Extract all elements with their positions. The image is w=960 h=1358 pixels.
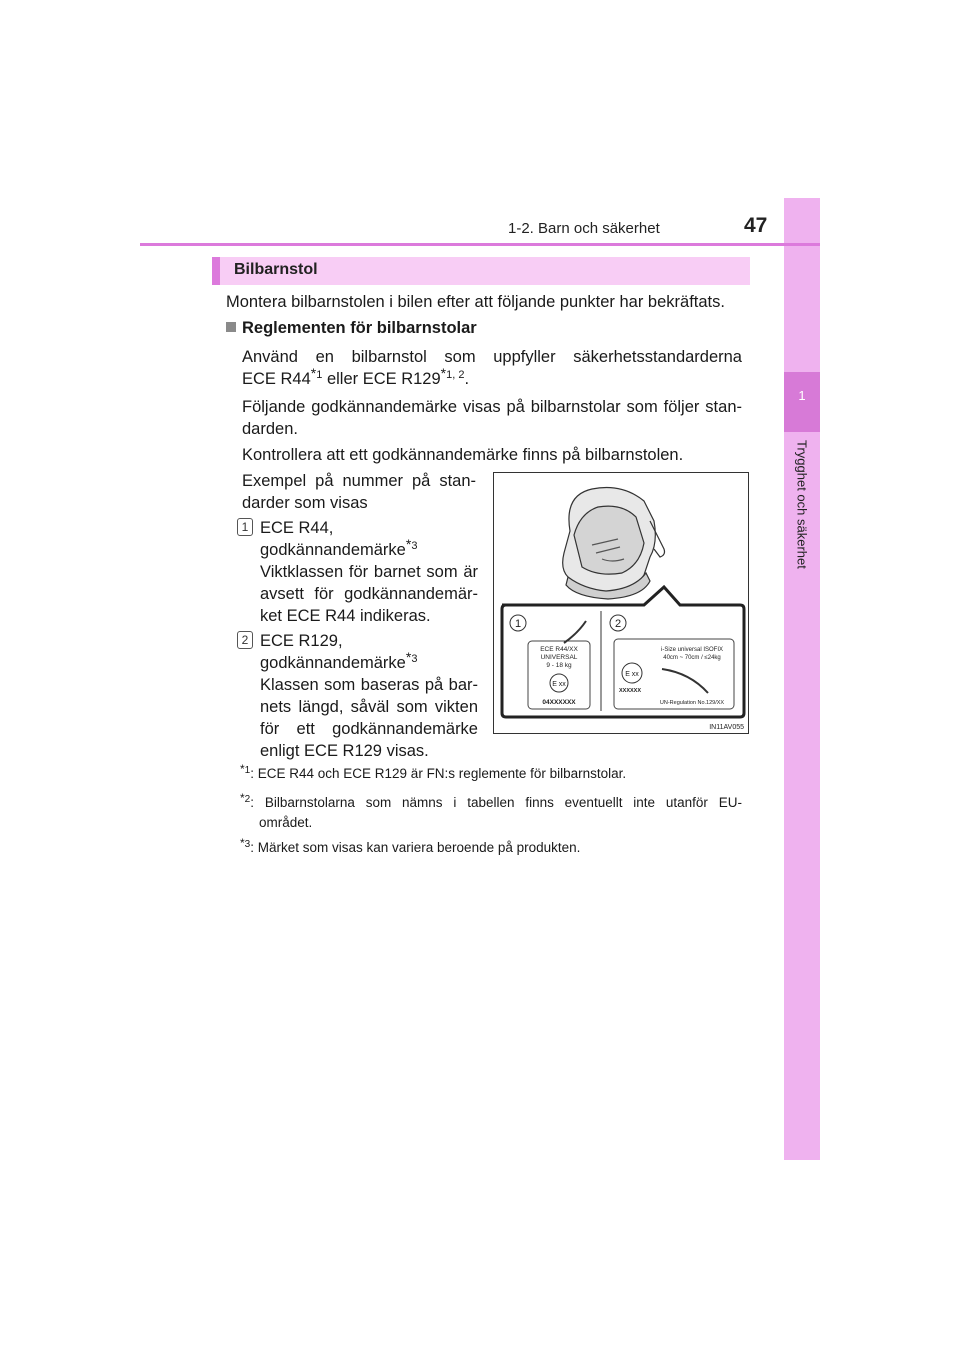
item-marker-2: 2 xyxy=(237,631,253,649)
item2-line-4: nets längd, såväl som vikten xyxy=(260,698,478,716)
footnote-2-line-1: $^{*2}$: Bilbarnstolarna som nämns i tabellen finns eventuellt inte utanför EU- xyxy=(240,791,742,810)
standards-line-1: Använd en bilbarnstol som uppfyller säkerhetsstandarderna xyxy=(242,348,742,366)
subheading-text: Reglementen för bilbarnstolar xyxy=(242,319,477,337)
callout-marker-1-text: 1 xyxy=(514,618,522,630)
item1-line-5: ket ECE R44 indikeras. xyxy=(260,607,431,625)
footnote-1: $^{*1}$: ECE R44 och ECE R129 är FN:s reglemente för bilbarnstolar. xyxy=(240,762,627,781)
item2-line-6: enligt ECE R129 visas. xyxy=(260,742,429,760)
item1-line-4: avsett för godkännandemär- xyxy=(260,585,478,603)
ece-r129-label-line-2: 40cm ~ 70cm / ≤24kg xyxy=(663,655,721,661)
standards-line-2: ECE R44$^{*1}$ eller ECE R129$^{*1, 2}$. xyxy=(242,365,470,388)
standards-ece-r44: ECE R44 xyxy=(242,370,311,388)
footnote-ref: *1, 2 xyxy=(440,365,465,381)
chapter-label: Trygghet och säkerhet xyxy=(794,440,810,569)
subheading xyxy=(226,317,477,339)
item1-line-1: ECE R44, xyxy=(260,519,334,537)
running-header: 1-2. Barn och säkerhet xyxy=(508,220,660,237)
ece-r129-label-line-1: i-Size universal ISOFIX xyxy=(660,647,724,653)
item2-line-2: godkännandemärke$^{*3}$ xyxy=(260,649,418,672)
example-line-2: darder som visas xyxy=(242,494,368,512)
ece-r129-approval-code: XXXXXX xyxy=(618,688,642,694)
page-number: 47 xyxy=(744,214,768,237)
item1-line-3: Viktklassen för barnet som är xyxy=(260,563,478,581)
standards-ece-r129: eller ECE R129 xyxy=(322,370,441,388)
item1-line-2: godkännandemärke$^{*3}$ xyxy=(260,536,418,559)
item2-line-5: för ett godkännandemärke xyxy=(260,720,478,738)
bullet-square-icon xyxy=(226,322,236,332)
ece-r44-label-line-1: ECE R44/XX xyxy=(540,646,578,653)
ece-r44-label-line-2: UNIVERSAL xyxy=(540,654,578,661)
section-title: Bilbarnstol xyxy=(234,261,318,278)
item-marker-1: 1 xyxy=(237,518,253,536)
chapter-side-strip xyxy=(784,198,820,1160)
ece-r44-label-line-3: 9 - 18 kg xyxy=(546,662,572,669)
section-heading-bar xyxy=(212,257,750,285)
header-rule xyxy=(140,243,820,246)
example-line-1: Exempel på nummer på stan- xyxy=(242,472,476,490)
ece-r44-approval-code: 04XXXXXX xyxy=(542,699,576,706)
footnote-3: $^{*3}$: Märket som visas kan variera beroende på produkten. xyxy=(240,836,581,855)
footnote-2-line-2: området. xyxy=(259,815,313,830)
footnote-ref: *1 xyxy=(310,365,323,381)
ece-r129-regulation-text: UN-Regulation No.129/XX xyxy=(659,700,725,706)
item2-line-3: Klassen som baseras på bar- xyxy=(260,676,478,694)
item2-line-1: ECE R129, xyxy=(260,632,343,650)
intro-paragraph: Montera bilbarnstolen i bilen efter att följande punkter har bekräftats. xyxy=(226,293,725,311)
check-paragraph: Kontrollera att ett godkännandemärke finns på bilbarnstolen. xyxy=(242,446,684,464)
child-seat-icon xyxy=(563,488,665,600)
ece-r129-e-mark-text: E xx xyxy=(625,671,639,678)
child-seat-illustration xyxy=(494,473,748,733)
chapter-number: 1 xyxy=(798,388,806,403)
child-seat-figure xyxy=(493,472,749,734)
figure-id: IN11AV055 xyxy=(709,724,744,731)
ece-r44-e-mark-text: E xx xyxy=(552,681,566,688)
approval-line-2: darden. xyxy=(242,420,298,438)
callout-marker-2-text: 2 xyxy=(614,618,622,630)
approval-line-1: Följande godkännandemärke visas på bilbarnstolar som följer stan- xyxy=(242,398,742,416)
